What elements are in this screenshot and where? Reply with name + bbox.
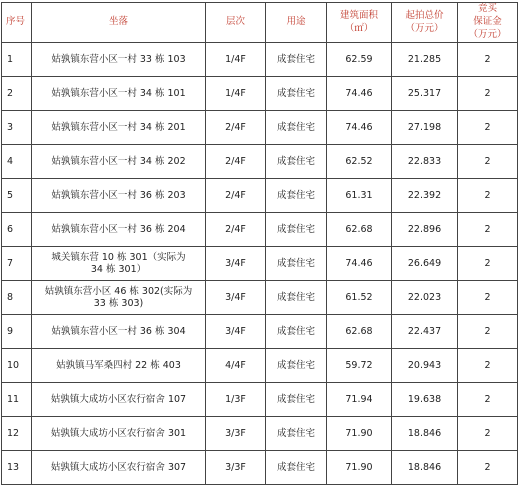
cell-use: 成套住宅 <box>266 179 327 213</box>
cell-price: 22.833 <box>392 145 458 179</box>
cell-location-line: 城关镇东营 10 栋 301（实际为 <box>51 251 186 263</box>
table-row <box>2 179 518 213</box>
table-row <box>2 111 518 145</box>
cell-deposit: 2 <box>458 179 518 213</box>
cell-deposit: 2 <box>458 315 518 349</box>
cell-area: 74.46 <box>327 111 392 145</box>
cell-deposit: 2 <box>458 247 518 281</box>
cell-price: 19.638 <box>392 383 458 417</box>
table-row <box>2 77 518 111</box>
table-row <box>2 43 518 77</box>
cell-price: 22.437 <box>392 315 458 349</box>
cell-price: 18.846 <box>392 417 458 451</box>
cell-location <box>32 417 206 451</box>
cell-floor: 2/4F <box>206 111 266 145</box>
cell-floor: 2/4F <box>206 145 266 179</box>
cell-floor: 3/4F <box>206 315 266 349</box>
header-location: 坐落 <box>32 3 206 43</box>
header-price-line-2: （万元） <box>405 22 444 34</box>
cell-price: 18.846 <box>392 451 458 485</box>
table-row <box>2 315 518 349</box>
cell-area: 62.68 <box>327 315 392 349</box>
cell-floor: 3/4F <box>206 281 266 315</box>
cell-area: 61.31 <box>327 179 392 213</box>
cell-seq: 11 <box>2 383 32 417</box>
cell-location-line: 姑孰镇大成坊小区农行宿舍 107 <box>50 393 187 405</box>
cell-price: 20.943 <box>392 349 458 383</box>
cell-location-line: 姑孰镇马军桑四村 22 栋 403 <box>56 359 181 371</box>
cell-seq: 13 <box>2 451 32 485</box>
header-deposit-line-1: 竞买 <box>477 3 497 15</box>
cell-use: 成套住宅 <box>266 417 327 451</box>
cell-seq: 6 <box>2 213 32 247</box>
cell-location-line: 姑孰镇大成坊小区农行宿舍 301 <box>50 427 187 439</box>
cell-deposit: 2 <box>458 281 518 315</box>
cell-deposit: 2 <box>458 451 518 485</box>
cell-location-line: 姑孰镇东营小区一村 36 栋 304 <box>51 325 186 337</box>
cell-location <box>32 145 206 179</box>
table-row <box>2 145 518 179</box>
cell-use: 成套住宅 <box>266 247 327 281</box>
cell-location-line: 34 栋 301） <box>90 263 147 275</box>
cell-location-line: 姑孰镇东营小区一村 34 栋 202 <box>51 155 186 167</box>
cell-price: 22.392 <box>392 179 458 213</box>
cell-location-line: 33 栋 303) <box>93 297 144 309</box>
header-area-line-2: （㎡） <box>344 22 374 34</box>
table-row <box>2 349 518 383</box>
cell-deposit: 2 <box>458 111 518 145</box>
table-row <box>2 247 518 281</box>
table-row <box>2 417 518 451</box>
cell-location <box>32 383 206 417</box>
cell-seq: 5 <box>2 179 32 213</box>
cell-area: 62.68 <box>327 213 392 247</box>
cell-location <box>32 179 206 213</box>
cell-floor: 3/4F <box>206 247 266 281</box>
cell-location <box>32 451 206 485</box>
cell-deposit: 2 <box>458 43 518 77</box>
cell-seq: 8 <box>2 281 32 315</box>
cell-deposit: 2 <box>458 213 518 247</box>
cell-use: 成套住宅 <box>266 145 327 179</box>
cell-use: 成套住宅 <box>266 451 327 485</box>
header-seq: 序号 <box>2 3 32 43</box>
cell-use: 成套住宅 <box>266 281 327 315</box>
cell-area: 71.94 <box>327 383 392 417</box>
cell-deposit: 2 <box>458 383 518 417</box>
cell-seq: 10 <box>2 349 32 383</box>
cell-area: 62.52 <box>327 145 392 179</box>
header-area-line-1: 建筑面积 <box>339 9 378 21</box>
cell-floor: 1/4F <box>206 77 266 111</box>
table-row <box>2 383 518 417</box>
auction-table <box>1 2 518 485</box>
cell-deposit: 2 <box>458 145 518 179</box>
cell-location <box>32 281 206 315</box>
cell-location-line: 姑孰镇东营小区 46 栋 302(实际为 <box>44 285 193 297</box>
cell-price: 27.198 <box>392 111 458 145</box>
table-row <box>2 213 518 247</box>
cell-use: 成套住宅 <box>266 43 327 77</box>
cell-use: 成套住宅 <box>266 213 327 247</box>
cell-seq: 1 <box>2 43 32 77</box>
cell-floor: 3/3F <box>206 451 266 485</box>
cell-floor: 1/3F <box>206 383 266 417</box>
header-area <box>327 3 392 43</box>
cell-location-line: 姑孰镇东营小区一村 36 栋 203 <box>51 189 186 201</box>
cell-floor: 1/4F <box>206 43 266 77</box>
cell-seq: 4 <box>2 145 32 179</box>
cell-seq: 2 <box>2 77 32 111</box>
cell-location <box>32 43 206 77</box>
cell-location <box>32 247 206 281</box>
cell-location <box>32 213 206 247</box>
cell-deposit: 2 <box>458 349 518 383</box>
header-deposit-line-2: 保证金 <box>473 16 502 28</box>
cell-seq: 3 <box>2 111 32 145</box>
cell-deposit: 2 <box>458 417 518 451</box>
cell-location <box>32 77 206 111</box>
cell-price: 26.649 <box>392 247 458 281</box>
cell-area: 62.59 <box>327 43 392 77</box>
cell-price: 22.023 <box>392 281 458 315</box>
cell-area: 61.52 <box>327 281 392 315</box>
cell-area: 74.46 <box>327 77 392 111</box>
cell-floor: 2/4F <box>206 213 266 247</box>
cell-deposit: 2 <box>458 77 518 111</box>
cell-use: 成套住宅 <box>266 349 327 383</box>
cell-use: 成套住宅 <box>266 111 327 145</box>
header-row <box>2 3 518 43</box>
cell-location <box>32 315 206 349</box>
cell-area: 59.72 <box>327 349 392 383</box>
cell-location <box>32 349 206 383</box>
cell-floor: 3/3F <box>206 417 266 451</box>
cell-price: 21.285 <box>392 43 458 77</box>
header-deposit <box>458 3 518 43</box>
table-row <box>2 451 518 485</box>
cell-use: 成套住宅 <box>266 315 327 349</box>
table-row <box>2 281 518 315</box>
cell-use: 成套住宅 <box>266 383 327 417</box>
cell-location <box>32 111 206 145</box>
cell-area: 74.46 <box>327 247 392 281</box>
cell-price: 25.317 <box>392 77 458 111</box>
header-floor: 层次 <box>206 3 266 43</box>
header-use: 用途 <box>266 3 327 43</box>
header-deposit-line-3: （万元） <box>468 28 507 40</box>
cell-location-line: 姑孰镇东营小区一村 34 栋 201 <box>51 121 186 133</box>
cell-location-line: 姑孰镇东营小区一村 36 栋 204 <box>51 223 186 235</box>
cell-seq: 9 <box>2 315 32 349</box>
cell-location-line: 姑孰镇大成坊小区农行宿舍 307 <box>50 461 187 473</box>
cell-seq: 7 <box>2 247 32 281</box>
cell-location-line: 姑孰镇东营小区一村 34 栋 101 <box>51 87 186 99</box>
cell-use: 成套住宅 <box>266 77 327 111</box>
cell-floor: 2/4F <box>206 179 266 213</box>
cell-location-line: 姑孰镇东营小区一村 33 栋 103 <box>51 53 186 65</box>
cell-price: 22.896 <box>392 213 458 247</box>
cell-area: 71.90 <box>327 451 392 485</box>
header-price-line-1: 起拍总价 <box>405 9 444 21</box>
cell-floor: 4/4F <box>206 349 266 383</box>
cell-seq: 12 <box>2 417 32 451</box>
cell-area: 71.90 <box>327 417 392 451</box>
header-price <box>392 3 458 43</box>
